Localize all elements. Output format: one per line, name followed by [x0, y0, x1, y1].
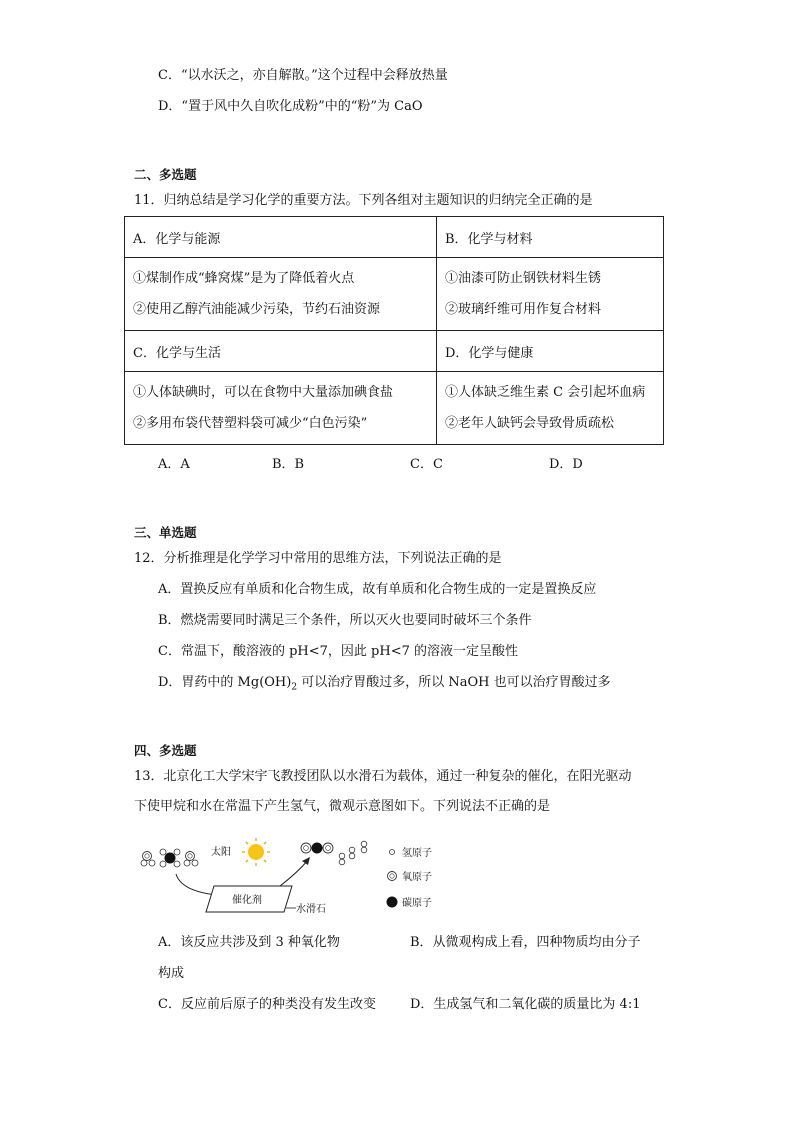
- q10-option-d: D．“置于风中久自吹化成粉”中的“粉”为 CaO: [158, 99, 423, 114]
- section-title-single-choice: 三、单选题: [134, 525, 197, 540]
- q11-cell-a-head: A．化学与能源: [125, 217, 437, 258]
- q12-option-b: B．燃烧需要同时满足三个条件，所以灭火也要同时破坏三个条件: [158, 613, 532, 628]
- sun-label: 太阳: [211, 847, 231, 858]
- q11-choice-c: C．C: [410, 457, 443, 472]
- q11-a-item-1: ①煤制作成“蜂窝煤”是为了降低着火点: [133, 271, 355, 286]
- q11-choice-b: B．B: [272, 457, 305, 472]
- q11-d-item-2: ②老年人缺钙会导致骨质疏松: [445, 416, 615, 431]
- q12-option-d-post: 可以治疗胃酸过多，所以 NaOH 也可以治疗胃酸过多: [297, 675, 611, 690]
- q13-option-d: D．生成氢气和二氧化碳的质量比为 4:1: [410, 997, 641, 1012]
- q12-option-a: A．置换反应有单质和化合物生成，故有单质和化合物生成的一定是置换反应: [158, 582, 597, 597]
- q13-stem-line-1: 13．北京化工大学宋宇飞教授团队以水滑石为载体，通过一种复杂的催化，在阳光驱动: [134, 769, 632, 784]
- section-title-multi-choice-1: 二、多选题: [134, 167, 197, 182]
- q11-stem: 11．归纳总结是学习化学的重要方法。下列各组对主题知识的归纳完全正确的是: [134, 193, 593, 208]
- q11-choice-d: D．D: [549, 457, 583, 472]
- catalyst-label: 催化剂: [232, 895, 262, 906]
- q10-option-c: C．“以水沃之，亦自解散。”这个过程中会释放热量: [158, 68, 448, 83]
- support-label: 水滑石: [296, 904, 326, 915]
- q12-option-c: C．常温下，酸溶液的 pH<7，因此 pH<7 的溶液一定呈酸性: [158, 644, 518, 659]
- q11-choice-a: A．A: [158, 457, 190, 472]
- legend-hydrogen: 氢原子: [402, 848, 432, 859]
- carbon-atom-icon: [387, 897, 398, 908]
- q11-c-item-1: ①人体缺碘时，可以在食物中大量添加碘食盐: [133, 385, 394, 400]
- q11-cell-d-head: D．化学与健康: [437, 331, 664, 372]
- section-title-multi-choice-2: 四、多选题: [134, 743, 197, 758]
- q11-cell-b-body: [437, 258, 664, 331]
- legend-carbon: 碳原子: [402, 898, 432, 909]
- q12-stem: 12．分析推理是化学学习中常用的思维方法，下列说法正确的是: [134, 551, 502, 566]
- q11-b-item-1: ①油漆可防止钢铁材料生锈: [445, 271, 602, 286]
- q11-a-item-2: ②使用乙醇汽油能减少污染，节约石油资源: [133, 302, 381, 317]
- q13-option-a: A．该反应共涉及到 3 种氧化物: [158, 935, 340, 950]
- q11-d-item-1: ①人体缺乏维生素 C 会引起坏血病: [445, 385, 646, 400]
- q11-b-item-2: ②玻璃纤维可用作复合材料: [445, 302, 602, 317]
- q13-stem-line-2: 下使甲烷和水在常温下产生氢气，微观示意图如下。下列说法不正确的是: [134, 799, 551, 814]
- q11-cell-d-body: [437, 372, 664, 445]
- reactant-molecules: [141, 849, 198, 867]
- q11-knowledge-table: [124, 216, 664, 445]
- hydrogen-atom-icon: [390, 850, 395, 855]
- q12-option-d: [158, 674, 611, 697]
- legend-oxygen: 氧原子: [402, 872, 432, 883]
- q12-option-d-pre: D．胃药中的 Mg(OH): [158, 675, 292, 690]
- q11-cell-c-body: [125, 372, 437, 445]
- q13-reaction-diagram: [130, 832, 450, 922]
- q11-c-item-2: ②多用布袋代替塑料袋可减少“白色污染”: [133, 416, 368, 431]
- q11-cell-b-head: B．化学与材料: [437, 217, 664, 258]
- product-molecules: [301, 841, 367, 865]
- sun-icon: [242, 838, 270, 866]
- diagram-legend: [387, 846, 433, 909]
- oxygen-atom-icon: [388, 872, 397, 881]
- q11-cell-c-head: C．化学与生活: [125, 331, 437, 372]
- q13-option-b: B．从微观构成上看，四种物质均由分子: [410, 935, 641, 950]
- q11-cell-a-body: [125, 258, 437, 331]
- q12-option-d-subscript: 2: [291, 682, 298, 693]
- q13-option-c: C．反应前后原子的种类没有发生改变: [158, 997, 376, 1012]
- q13-option-b-continued: 构成: [158, 966, 185, 981]
